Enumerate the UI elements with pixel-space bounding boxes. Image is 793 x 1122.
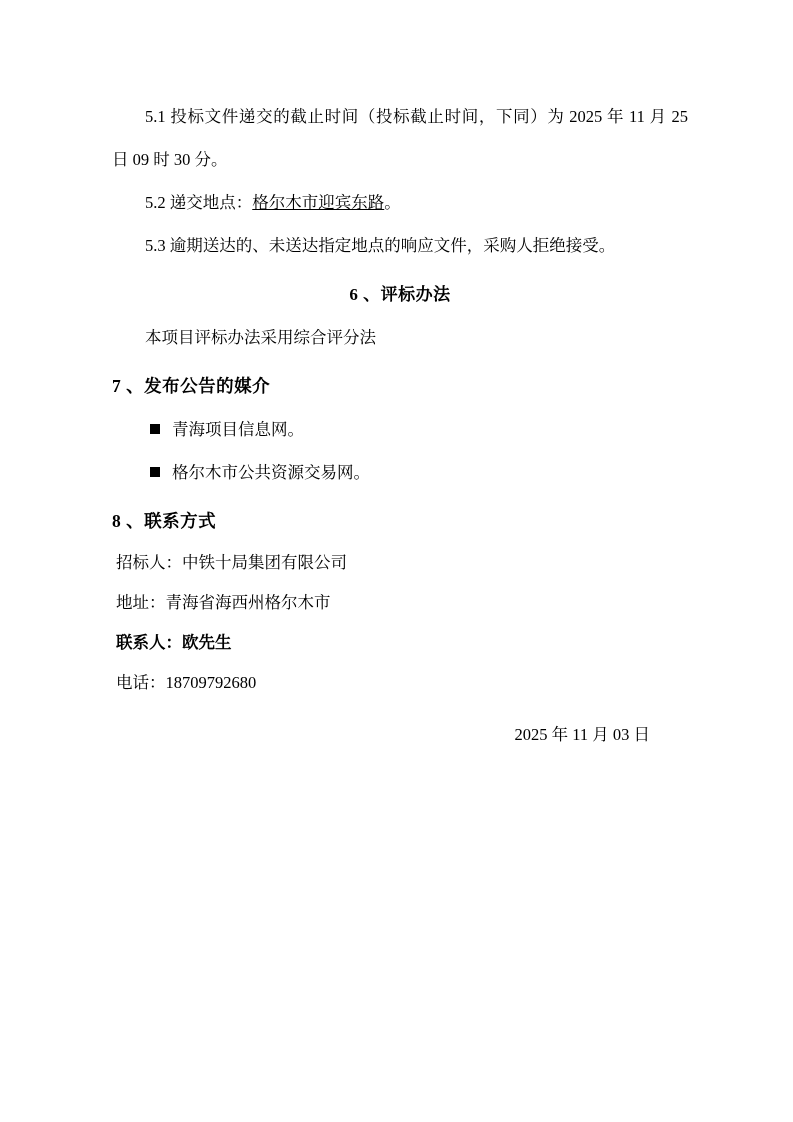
- section-6-heading: 6 、评标办法: [349, 285, 451, 304]
- clause-5-2-prefix: 5.2 递交地点：: [145, 193, 253, 212]
- list-item-label: 格尔木市公共资源交易网。: [172, 463, 370, 482]
- clause-5-2-suffix: 。: [384, 193, 401, 212]
- clause-5-2-location: 格尔木市迎宾东路: [252, 193, 385, 212]
- document-date: 2025 年 11 月 03 日: [514, 725, 650, 744]
- contact-phone: 电话：18709792680: [116, 673, 257, 692]
- contact-bidder: 招标人：中铁十局集团有限公司: [116, 553, 347, 572]
- section-7-heading: 7 、发布公告的媒介: [112, 376, 271, 396]
- square-bullet-icon: [150, 424, 160, 434]
- section-6-body: 本项目评标办法采用综合评分法: [145, 328, 376, 347]
- section-8-heading: 8 、联系方式: [112, 511, 217, 531]
- clause-5-1: 5.1 投标文件递交的截止时间（投标截止时间，下同）为 2025 年 11 月 25 日 09 时 30 分。: [112, 107, 688, 169]
- list-item: [112, 451, 688, 494]
- list-item: [112, 408, 688, 451]
- contact-person: 联系人：欧先生: [116, 633, 232, 652]
- clause-5-2: [112, 181, 688, 224]
- clause-5-3: 5.3 逾期送达的、未送达指定地点的响应文件，采购人拒绝接受。: [145, 236, 616, 255]
- contact-address: 地址：青海省海西州格尔木市: [116, 593, 331, 612]
- list-item-label: 青海项目信息网。: [172, 420, 304, 439]
- square-bullet-icon: [150, 467, 160, 477]
